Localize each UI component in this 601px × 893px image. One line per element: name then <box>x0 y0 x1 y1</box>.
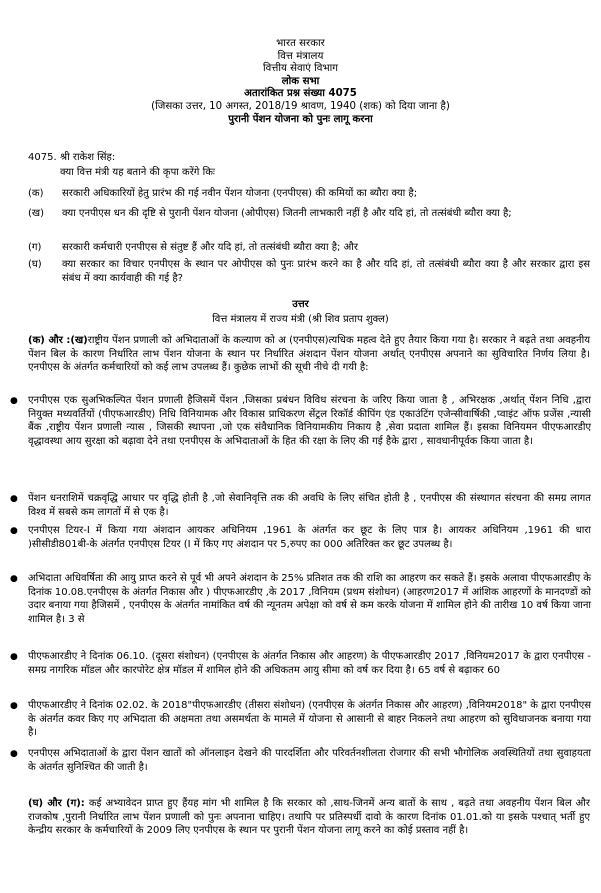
ministry-name: वित्त मंत्रालय <box>277 50 324 62</box>
minister-name: वित्त मंत्रालय में राज्य मंत्री (श्री शिव प्रताप शुक्ल) <box>212 314 389 325</box>
bullet-icon: ● <box>10 494 18 504</box>
bullet-icon: ● <box>10 652 18 662</box>
question-part-text: सरकारी कर्मचारी एनपीएस से संतुष्ट हैं और यदि हां, तो तत्संबंधी ब्यौरा क्या है; और <box>62 242 358 253</box>
benefit-item: पीएफआरडीए ने दिनांक 02.02. के 2018"पीएफआरडीए (तीसरा संशोधन) (एनपीएस के अंतर्गत निकास और आहरण) ,विनियम2018" के द्वारा एनपीएस के अंतर्गत कवर किए गए अभिदाता की अक्षमता तथा असमर्थता के मामले में योजना से आसानी से बाहर निकलने तथा आहरण को सुविधाजनक बनाया गया है। <box>28 700 591 739</box>
question-part-label: (घ) <box>28 259 42 270</box>
question-part-label: (ख) <box>28 208 44 219</box>
question-prompt: क्या वित्त मंत्री यह बताने की कृपा करेंगे किः <box>60 167 215 178</box>
answer-heading: उत्तर <box>292 299 309 310</box>
answer-part-ab <box>28 334 590 375</box>
question-part-text: क्या सरकार का विचार एनपीएस के स्थान पर ओपीएस को पुनः प्रारंभ करने का है और यदि हां, तो तत्संबंधी ब्यौरा क्या है और सरकार द्वारा इस संबंध में क्या कार्यवाही की गई है? <box>62 259 590 284</box>
benefit-item: अभिदाता अधिवर्षिता की आयु प्राप्त करने से पूर्व भी अपने अंशदान के 25% प्रतिशत तक की राशि का आहरण कर सकते हैं। इसके अलावा पीएफआरडीए के दिनांक 10.08.एनपीएस के अंतर्गत निकास और ) पीएफआरडीए ,के 2017 ,विनियम (प्रथम संशोधन) (आहरण2017 में आंशिक आहरणों के मानदण्डों को उदार बनाया गया हैजिसमें , एनपीएस के अंतर्गत नामांकित वर्ष की न्यूनतम अपेक्षा को वर्ष से कम करके योजना में शामिल होने की तारीख 10 वर्ष किया जाना शामिल है। 3 से <box>28 573 591 625</box>
bullet-icon: ● <box>10 701 18 711</box>
document-header <box>0 38 601 126</box>
subject-title: पुरानी पेंशन योजना को पुनः लागू करना <box>228 113 373 125</box>
government-name: भारत सरकार <box>276 38 325 49</box>
house-name: लोक सभा <box>281 75 320 87</box>
benefit-item: पेंशन धनराशिमें चक्रवृद्धि आधार पर वृद्धि होती है ,जो सेवानिवृत्ति तक की अवधि के लिए संचित होती है , एनपीएस की संस्थागत संरचना की समग्र लागत विश्व में सबसे कम लागतों में से एक है। <box>28 493 591 518</box>
benefit-item: एनपीएस टियर-I में किया गया अंशदान आयकर अधिनियम ,1961 के अंतर्गत कर छूट के लिए पात्र है। आयकर अधिनियम ,1961 की धारा )सीसीडी801बी-के अंतर्गत एनपीएस टियर (I में किए गए अंशदान पर 5,रुपए का 000 अतिरिक्त कर छूट उपलब्ध है। <box>28 525 591 550</box>
bullet-icon: ● <box>10 574 18 584</box>
answer-part-cd-text: कई अभ्यावेदन प्राप्त हुए हैंयह मांग भी शामिल है कि सरकार को ,साथ-जिनमें अन्य बातों के साथ , बढ़ते तथा अवहनीय पेंशन बिल और राजकोष ,पुरानी निर्धारित लाभ पेंशन प्रणाली को पुनः अपनाना चाहिए। तथापि पर प्रतिस्पर्धी दावो के कारण दिनांक 01.01.को या इसके पश्चात् भर्ती हुए केन्द्रीय सरकार के कर्मचारियों के 2009 लिए एनपीएस के स्थान पर पुरानी पेंशन योजना लागू करने का कोई प्रस्ताव नहीं है। <box>28 798 590 837</box>
question-number-heading: अतारांकित प्रश्न संख्या 4075 <box>244 88 357 100</box>
benefit-item: एनपीएस अभिदाताओं के द्वारा पेंशन खातों को ऑनलाइन देखने की पारदर्शिता और परिवर्तनशीलता रोजगार की सभी भौगोलिक अवस्थितियों तथा सुवाहयता के अंतर्गत सुनिश्चित की जाती है। <box>28 748 591 773</box>
department-name: वित्तीय सेवाएं विभाग <box>262 63 339 75</box>
question-part-text: क्या एनपीएस धन की दृष्टि से पुरानी पेंशन योजना (ओपीएस) जितनी लाभकारी नहीं है और यदि हां, तो तत्संबंधी ब्यौरा क्या है; <box>62 208 512 219</box>
answer-part-ab-label: (क) और :(ख) <box>28 335 88 346</box>
bullet-icon: ● <box>10 396 18 406</box>
question-number: 4075. <box>28 152 57 163</box>
benefit-item: पीएफआरडीए ने दिनांक 06.10. (दूसरा संशोधन) (एनपीएस के अंतर्गत निकास और आहरण) के पीएफआरडीए 2017 ,विनियम2017 के द्वारा एनपीएस - समग्र नागरिक मॉडल और कारपोरेट क्षेत्र मॉडल में शामिल होने की अधिकतम आयु सीमा को वर्ष कर दिया है। 65 वर्ष से बढ़ाकर 60 <box>28 651 591 676</box>
question-part-label: (ग) <box>28 242 42 253</box>
bullet-icon: ● <box>10 526 18 536</box>
answer-part-cd <box>28 797 590 838</box>
answer-date: (जिसका उत्तर, 10 अगस्त, 2018/19 श्रावण, 1940 (शक) को दिया जाना है) <box>151 100 450 112</box>
answer-part-cd-label: (घ) और (ग): <box>28 798 85 809</box>
asker-name: श्री राकेश सिंह: <box>60 152 116 163</box>
question-part-text: सरकारी अधिकारियों हेतु प्रारंभ की गई नवीन पेंशन योजना (एनपीएस) की कमियों का ब्यौरा क्या है; <box>62 188 418 199</box>
bullet-icon: ● <box>10 749 18 759</box>
question-part-label: (क) <box>28 188 44 199</box>
benefit-item: एनपीएस एक सुअभिकल्पित पेंशन प्रणाली हैजिसमें पेंशन ,जिसका प्रबंधन विविध संरचना के जरिए किया जाता है , अभिरक्षक ,अर्थात् पेंशन निधि ,द्वारा नियुक्त मध्यवर्तियों (पीएफआरडीए) निधि विनियामक और विकास प्राधिकरण सेंट्रल रिकॉर्ड कीपिंग एंड एकाउंटिंग एजेन्सीवार्षिकी ,प्वाइंट ऑफ प्रजेंस ,न्यासी बैंक ,राष्ट्रीय पेंशन प्रणाली न्यास , जिसकी स्थापना ,जो एक संवैधानिक विनियामकीय निकाय है ,सेवा प्रदाता शामिल हैं। इसका विनियमन पीएफआरडीए वृद्धावस्था आय सुरक्षा को बढ़ावा देने तथा एनपीएस के अभिदाताओं के हित की रक्षा के लिए की गई हैके द्वारा , सावधानीपूर्वक किया जाता है। <box>28 395 591 447</box>
answer-part-ab-text: राष्ट्रीय पेंशन प्रणाली को अभिदाताओं के कल्याण को अ (एनपीएस)त्यधिक महत्व देते हुए तैयार किया गया है। सरकार ने बढ़ते तथा अवहनीय पेंशन बिल के कारण निर्धारित लाभ पेंशन योजना के स्थान पर निर्धारित अंशदान पेंशन योजना अर्थात् एनपीएस अपनाने का सुविचारित निर्णय लिया है। एनपीएस के अंतर्गत कर्मचारियों को कई लाभ उपलब्ध हैं। कुछेक लाभों की सूची नीचे दी गयी है: <box>28 335 590 374</box>
